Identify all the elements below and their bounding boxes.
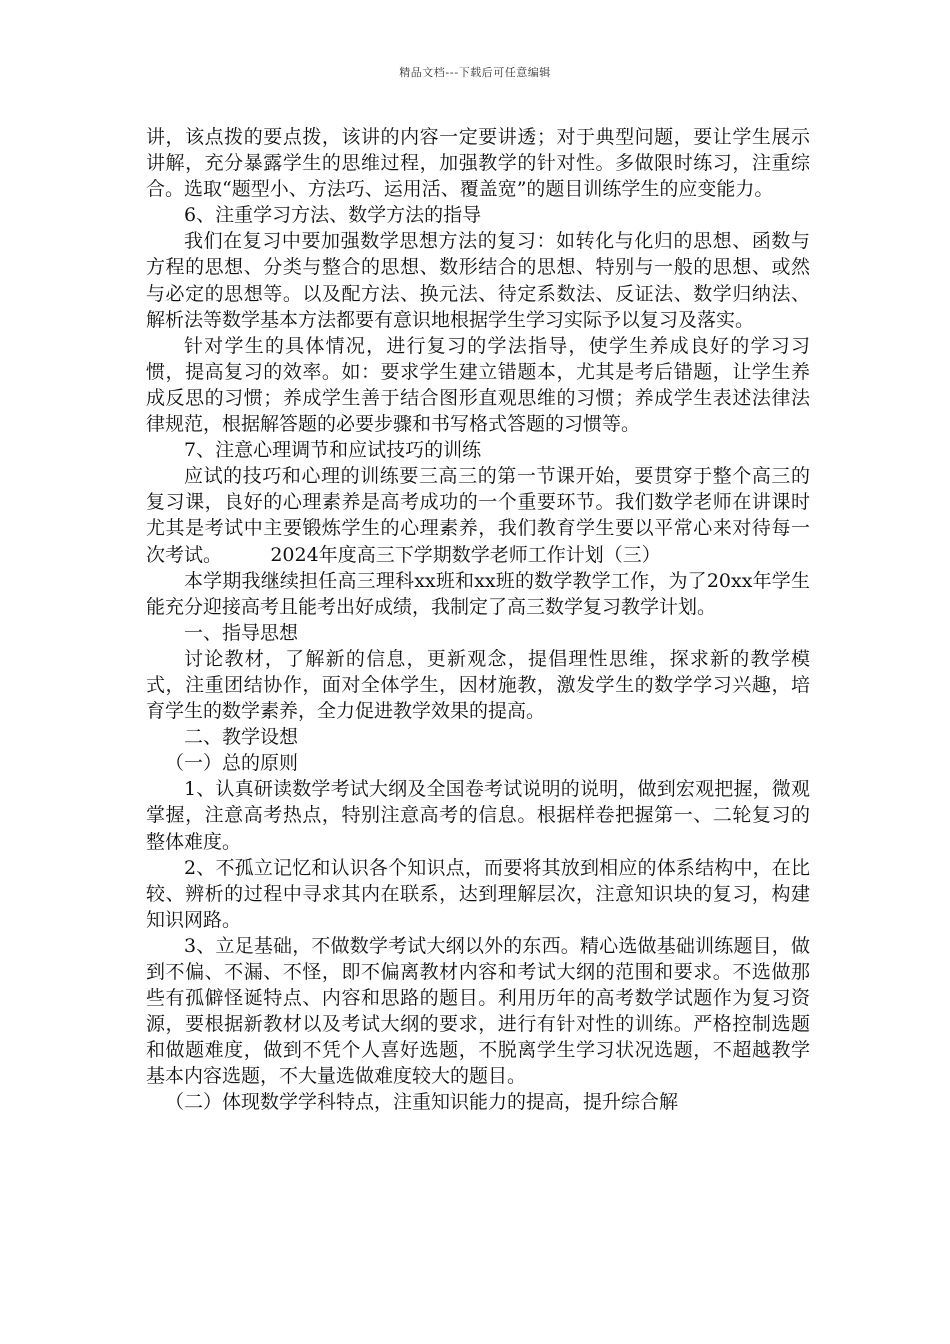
document-body	[146, 124, 810, 1116]
section-heading-7: 7、注意心理调节和应试技巧的训练	[184, 439, 482, 462]
paragraph: 本学期我继续担任高三理科xx班和xx班的数学教学工作，为了20xx年学生能充分迎接高考且能考出好成绩，我制定了高三数学复习教学计划。	[146, 569, 810, 618]
list-item: 1、认真研读数学考试大纲及全国卷考试说明的说明，做到宏观把握，微观掌握，注意高考热点，特别注意高考的信息。根据样卷把握第一、二轮复习的整体难度。	[146, 778, 810, 853]
list-item: 2、不孤立记忆和认识各个知识点，而要将其放到相应的体系结构中，在比较、辨析的过程中寻求其内在联系，达到理解层次，注意知识块的复习，构建知识网路。	[146, 856, 810, 931]
page-header: 精品文档---下载后可任意编辑	[399, 66, 551, 79]
paragraph: 我们在复习中要加强数学思想方法的复习：如转化与化归的思想、函数与方程的思想、分类与整合的思想、数形结合的思想、特别与一般的思想、或然与必定的思想等。以及配方法、换元法、待定系数法、反证法、数学归纳法、解析法等数学基本方法都要有意识地根据学生学习实际予以复习及落实。	[146, 230, 810, 331]
section-heading-6: 6、注重学习方法、数学方法的指导	[184, 204, 482, 227]
paragraph-text: 应试的技巧和心理的训练要三高三的第一节课开始，要贯穿于整个高三的复习课，良好的心理素养是高考成功的一个重要环节。我们数学老师在讲课时尤其是考试中主要锻炼学生的心理素养，我们教育学生要以平常心来对待每一次考试。	[146, 465, 810, 566]
document-title-inline: 2024年度高三下学期数学老师工作计划（三）	[270, 543, 661, 566]
section-heading-guiding: 一、指导思想	[184, 621, 299, 644]
list-item: 3、立足基础，不做数学考试大纲以外的东西。精心选做基础训练题目，做到不偏、不漏、不怪，即不偏离教材内容和考试大纲的范围和要求。不选做那些有孤僻怪诞特点、内容和思路的题目。利用历年的高考数学试题作为复习资源，要根据新教材以及考试大纲的要求，进行有针对性的训练。严格控制选题和做题难度，做到不凭个人喜好选题，不脱离学生学习状况选题，不超越教学基本内容选题，不大量选做难度较大的题目。	[146, 934, 810, 1088]
paragraph-continuation: 讲，该点拨的要点拨，该讲的内容一定要讲透；对于典型问题，要让学生展示讲解，充分暴露学生的思维过程，加强教学的针对性。多做限时练习，注重综合。选取“题型小、方法巧、运用活、覆盖宽”的题目训练学生的应变能力。	[146, 126, 810, 201]
section-heading-teaching: 二、教学设想	[184, 726, 299, 749]
subsection-heading: （二）体现数学学科特点，注重知识能力的提高，提升综合解	[165, 1091, 679, 1114]
paragraph: 讨论教材，了解新的信息，更新观念，提倡理性思维，探求新的教学模式，注重团结协作，面对全体学生，因材施教，激发学生的数学学习兴趣，培育学生的数学素养，全力促进教学效果的提高。	[146, 647, 810, 723]
paragraph: 针对学生的具体情况，进行复习的学法指导，使学生养成良好的学习习惯，提高复习的效率。如：要求学生建立错题本，尤其是考后错题，让学生养成反思的习惯；养成学生善于结合图形直观思维的习惯；养成学生表述法律法律规范，根据解答题的必要步骤和书写格式答题的习惯等。	[146, 334, 810, 436]
subsection-heading: （一）总的原则	[165, 752, 299, 775]
paragraph	[146, 463, 810, 567]
